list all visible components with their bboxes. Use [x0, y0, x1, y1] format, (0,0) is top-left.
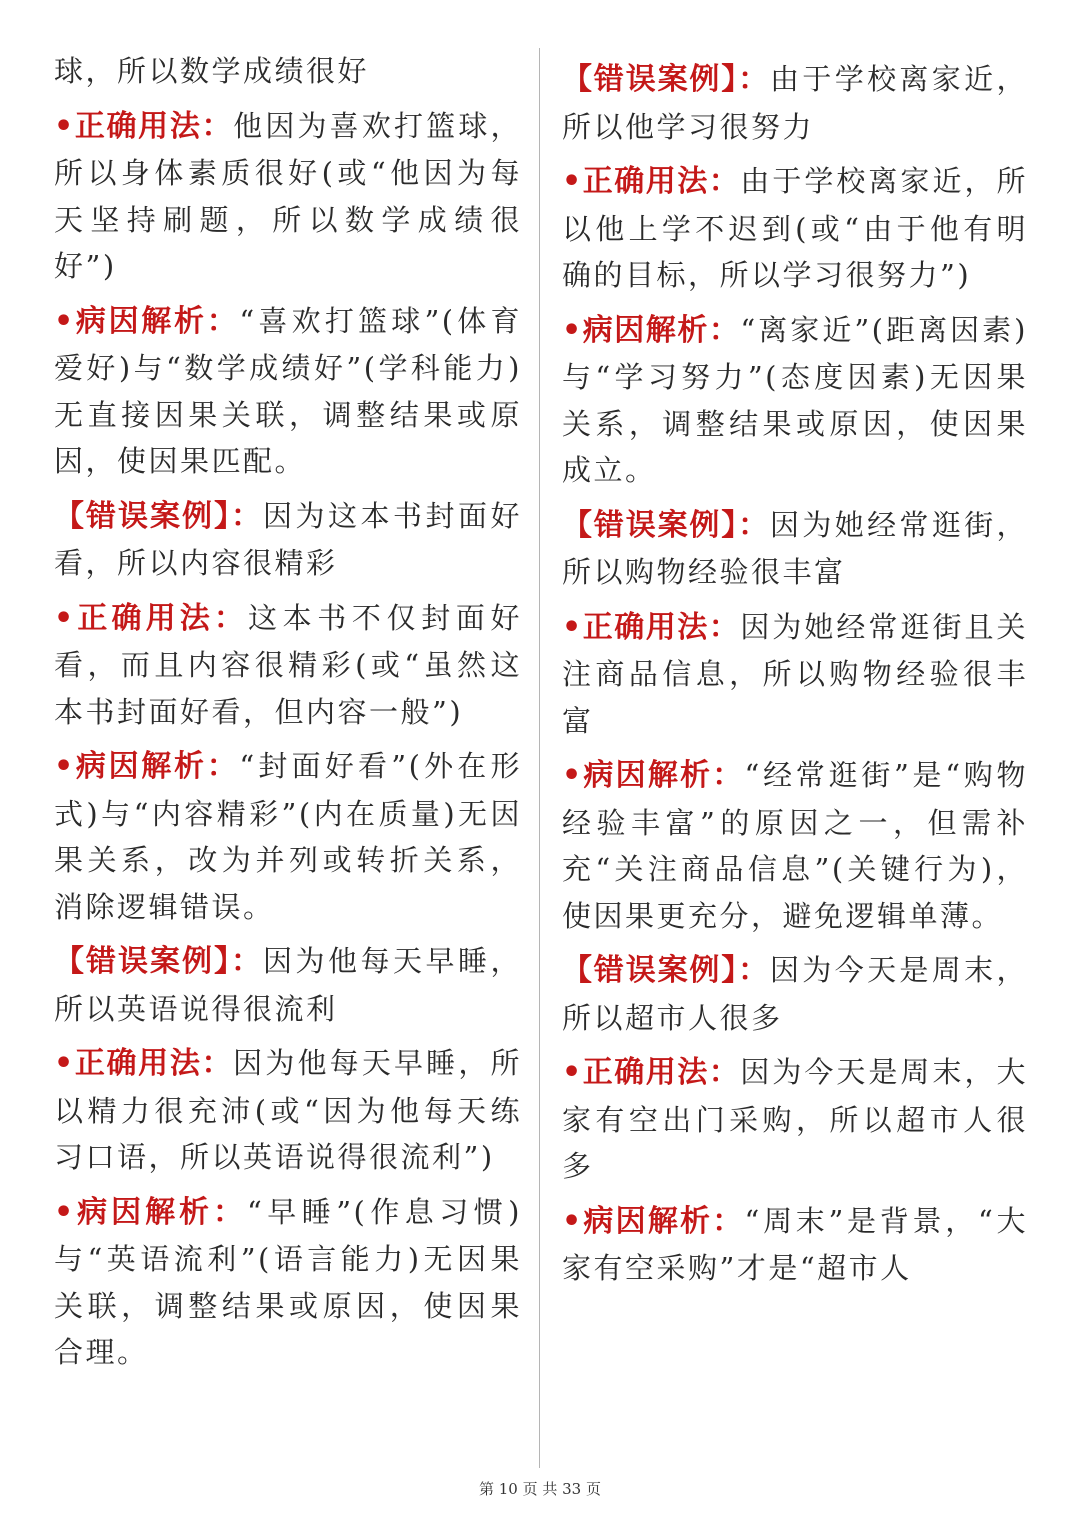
- entry-correct-usage: [562, 1049, 1028, 1190]
- entry-text: “喜欢打篮球”(体育爱好)与“数学成绩好”(学科能力)无直接因果关联，调整结果或原因，使因果匹配。: [54, 303, 522, 478]
- entry-cause-analysis: [562, 752, 1028, 939]
- entry-text: 因为今天是周末，大家有空出门采购，所以超市人很多: [562, 1055, 1028, 1183]
- entry-cause-analysis: [54, 1189, 522, 1376]
- entry-label: •病因解析：: [562, 758, 745, 793]
- entry-text: “早睡”(作息习惯)与“英语流利”(语言能力)无因果关联，调整结果或原因，使因果合理。: [54, 1194, 522, 1369]
- entry-label: •病因解析：: [54, 1194, 247, 1230]
- entry-cause-analysis: [54, 743, 522, 930]
- entry-label: 【错误案例】：: [54, 944, 263, 979]
- entry-error-example: [562, 502, 1028, 596]
- entry-label: •病因解析：: [54, 749, 240, 784]
- entry-error-example: [54, 938, 522, 1032]
- entry-label: 【错误案例】：: [54, 498, 263, 534]
- entry-label: •正确用法：: [562, 609, 741, 645]
- entry-text: 由于学校离家近，所以他上学不迟到(或“由于他有明确的目标，所以学习很努力”): [562, 164, 1028, 292]
- entry-label: •病因解析：: [562, 1203, 745, 1239]
- entry-label: •正确用法：: [54, 1046, 234, 1081]
- entry-label: 【错误案例】：: [562, 507, 770, 543]
- entry-text: 因为她经常逛街，所以购物经验很丰富: [562, 507, 1028, 589]
- entry-text: “封面好看”(外在形式)与“内容精彩”(内在质量)无因果关系，改为并列或转折关系，消除逻辑错误。: [54, 749, 522, 924]
- entry-label: •病因解析：: [54, 303, 240, 339]
- entry-correct-usage: [54, 1040, 522, 1181]
- left-column: [54, 48, 522, 1384]
- entry-error-example: [562, 947, 1028, 1041]
- entry-label: •正确用法：: [54, 600, 249, 636]
- entry-correct-usage: [54, 595, 522, 736]
- entry-correct-usage: [562, 604, 1028, 745]
- entry-text: “周末”是背景，“大家有空采购”才是“超市人: [562, 1203, 1028, 1285]
- right-column: [562, 56, 1028, 1300]
- entry-label: •正确用法：: [562, 1055, 741, 1090]
- entry-text: 这本书不仅封面好看，而且内容很精彩(或“虽然这本书封面好看，但内容一般”): [54, 600, 522, 729]
- entry-text: “经常逛街”是“购物经验丰富”的原因之一，但需补充“关注商品信息”(关键行为)，使因果更充分，避免逻辑单薄。: [562, 758, 1028, 933]
- entry-cause-analysis: [54, 298, 522, 485]
- entry-label: 【错误案例】：: [562, 62, 770, 97]
- entry-error-example: [54, 493, 522, 587]
- entry-label: •病因解析：: [562, 312, 741, 348]
- entry-cause-analysis: [562, 1198, 1028, 1292]
- entry-correct-usage: [562, 158, 1028, 299]
- entry-text: 因为她经常逛街且关注商品信息，所以购物经验很丰富: [562, 609, 1028, 738]
- entry-text: 由于学校离家近，所以他学习很努力: [562, 62, 1028, 144]
- entry-label: •正确用法：: [562, 164, 741, 199]
- entry-text: 因为这本书封面好看，所以内容很精彩: [54, 498, 522, 580]
- entry-text: 因为他每天早睡，所以英语说得很流利: [54, 944, 522, 1026]
- entry-text: “离家近”(距离因素)与“学习努力”(态度因素)无因果关系，调整结果或原因，使因果成立。: [562, 312, 1028, 487]
- entry-label: 【错误案例】：: [562, 953, 770, 988]
- entry-text: 因为他每天早睡，所以精力很充沛(或“因为他每天练习口语，所以英语说得很流利”): [54, 1046, 522, 1174]
- entry-text: 因为今天是周末，所以超市人很多: [562, 953, 1028, 1035]
- entry-error-example: [562, 56, 1028, 150]
- column-divider: [539, 48, 540, 1468]
- page-number-footer: 第 10 页 共 33 页: [478, 1480, 601, 1498]
- entry-text: 他因为喜欢打篮球，所以身体素质很好(或“他因为每天坚持刷题，所以数学成绩很好”): [54, 108, 522, 283]
- lead-paragraph: 球，所以数学成绩很好: [54, 54, 370, 88]
- entry-cause-analysis: [562, 307, 1028, 494]
- entry-label: •正确用法：: [54, 108, 234, 144]
- entry-correct-usage: [54, 103, 522, 290]
